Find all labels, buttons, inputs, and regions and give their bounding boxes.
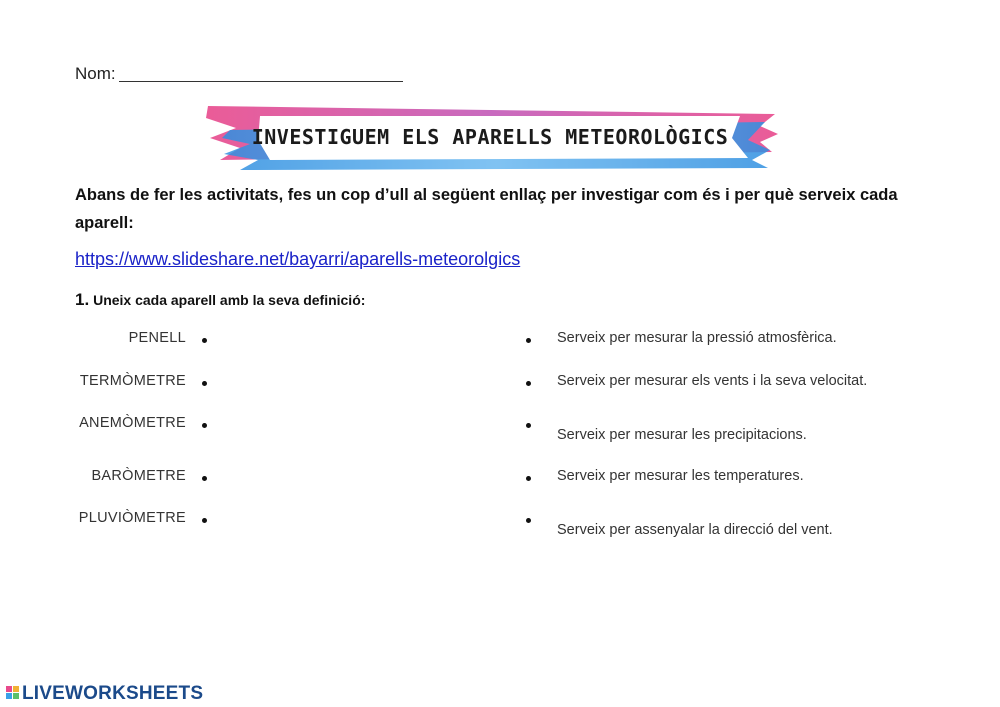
- definition-item: Serveix per mesurar els vents i la seva velocitat.: [557, 373, 868, 389]
- term-dot[interactable]: [202, 476, 207, 481]
- term-dot[interactable]: [202, 423, 207, 428]
- exercise-instruction: Uneix cada aparell amb la seva definició:: [93, 292, 366, 308]
- term-item: PLUVIÒMETRE: [78, 510, 186, 526]
- definition-dot[interactable]: [526, 338, 531, 343]
- intro-instructions: Abans de fer les activitats, fes un cop d’ull al següent enllaç per investigar com és i per què serveix cada aparell:: [75, 186, 898, 232]
- term-item: PENELL: [128, 330, 186, 346]
- liveworksheets-logo-icon: [6, 686, 20, 700]
- definition-dot[interactable]: [526, 423, 531, 428]
- term-dot[interactable]: [202, 381, 207, 386]
- definition-item: Serveix per mesurar les temperatures.: [557, 468, 804, 484]
- term-dot[interactable]: [202, 518, 207, 523]
- definition-dot[interactable]: [526, 476, 531, 481]
- title-banner: [200, 100, 780, 176]
- definition-dot[interactable]: [526, 518, 531, 523]
- term-item: BARÒMETRE: [91, 468, 186, 484]
- definition-dot[interactable]: [526, 381, 531, 386]
- name-field[interactable]: [75, 64, 403, 84]
- definition-item: Serveix per assenyalar la direcció del vent.: [557, 522, 833, 538]
- term-dot[interactable]: [202, 338, 207, 343]
- term-item: TERMÒMETRE: [79, 373, 186, 389]
- resource-link[interactable]: https://www.slideshare.net/bayarri/aparells-meteorolgics: [75, 249, 521, 269]
- logo-text: LIVEWORKSHEETS: [22, 683, 204, 704]
- name-underline[interactable]: [119, 65, 403, 82]
- definition-item: Serveix per mesurar la pressió atmosfèrica.: [557, 330, 837, 346]
- liveworksheets-logo[interactable]: [6, 685, 203, 703]
- exercise-number: 1.: [75, 290, 90, 309]
- definition-item: Serveix per mesurar les precipitacions.: [557, 427, 807, 443]
- exercise-heading: [75, 290, 365, 310]
- worksheet-title: INVESTIGUEM ELS APARELLS METEOROLÒGICS: [251, 125, 729, 149]
- name-label: Nom:: [75, 64, 116, 83]
- term-item: ANEMÒMETRE: [79, 415, 186, 431]
